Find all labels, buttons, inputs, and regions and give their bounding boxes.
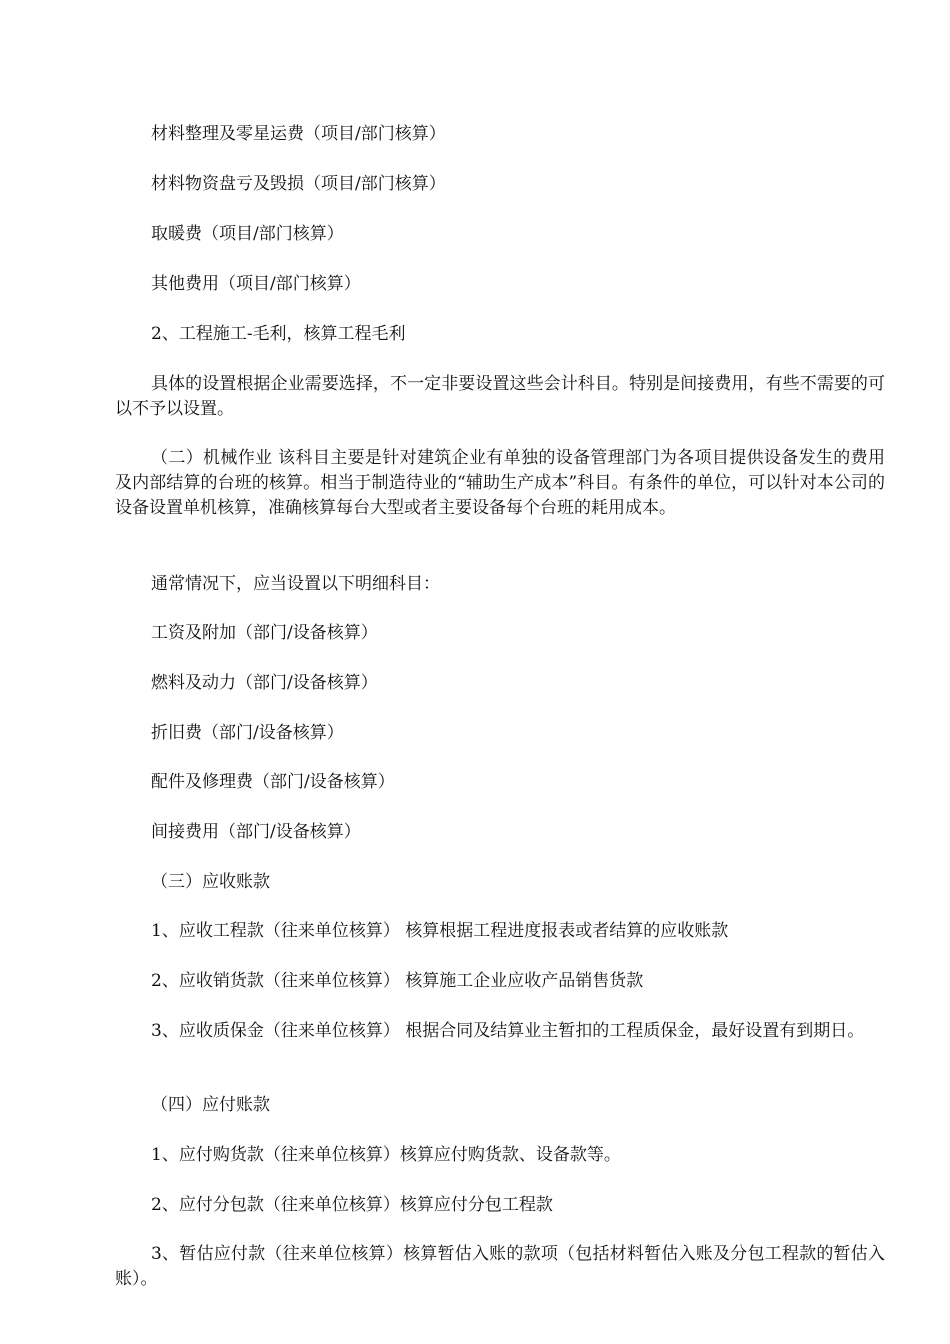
- paragraph: 2、工程施工-毛利，核算工程毛利: [151, 324, 406, 344]
- paragraph: 3、应收质保金（往来单位核算） 根据合同及结算业主暂扣的工程质保金，最好设置有到期日。: [151, 1021, 865, 1041]
- paragraph: 材料物资盘亏及毁损（项目/部门核算）: [151, 174, 446, 194]
- paragraph: 工资及附加（部门/设备核算）: [151, 623, 378, 643]
- paragraph: 通常情况下，应当设置以下明细科目：: [151, 574, 440, 594]
- paragraph: 2、应收销货款（往来单位核算） 核算施工企业应收产品销售货款: [151, 971, 644, 991]
- paragraph: 1、应收工程款（往来单位核算） 核算根据工程进度报表或者结算的应收账款: [151, 921, 729, 941]
- paragraph: 材料整理及零星运费（项目/部门核算）: [151, 124, 446, 144]
- paragraph: 间接费用（部门/设备核算）: [151, 822, 361, 842]
- paragraph: 配件及修理费（部门/设备核算）: [151, 772, 395, 792]
- paragraph: 燃料及动力（部门/设备核算）: [151, 673, 378, 693]
- paragraph: 2、应付分包款（往来单位核算）核算应付分包工程款: [151, 1195, 553, 1215]
- section-heading: （四）应付账款: [151, 1095, 270, 1115]
- paragraph: 其他费用（项目/部门核算）: [151, 274, 361, 294]
- paragraph: （二）机械作业 该科目主要是针对建筑企业有单独的设备管理部门为各项目提供设备发生的费用及内部结算的台班的核算。相当于制造待业的“辅助生产成本”科目。有条件的单位，可以针对本公司的设备设置单机核算，准确核算每台大型或者主要设备每个台班的耗用成本。: [115, 448, 885, 518]
- paragraph: 3、暂估应付款（往来单位核算）核算暂估入账的款项（包括材料暂估入账及分包工程款的暂估入账）。: [115, 1244, 885, 1289]
- paragraph: 取暖费（项目/部门核算）: [151, 224, 344, 244]
- paragraph: 折旧费（部门/设备核算）: [151, 723, 344, 743]
- section-heading: （三）应收账款: [151, 872, 270, 892]
- paragraph: 1、应付购货款（往来单位核算）核算应付购货款、设备款等。: [151, 1145, 621, 1165]
- paragraph: 具体的设置根据企业需要选择，不一定非要设置这些会计科目。特别是间接费用，有些不需要的可以不予以设置。: [115, 374, 885, 419]
